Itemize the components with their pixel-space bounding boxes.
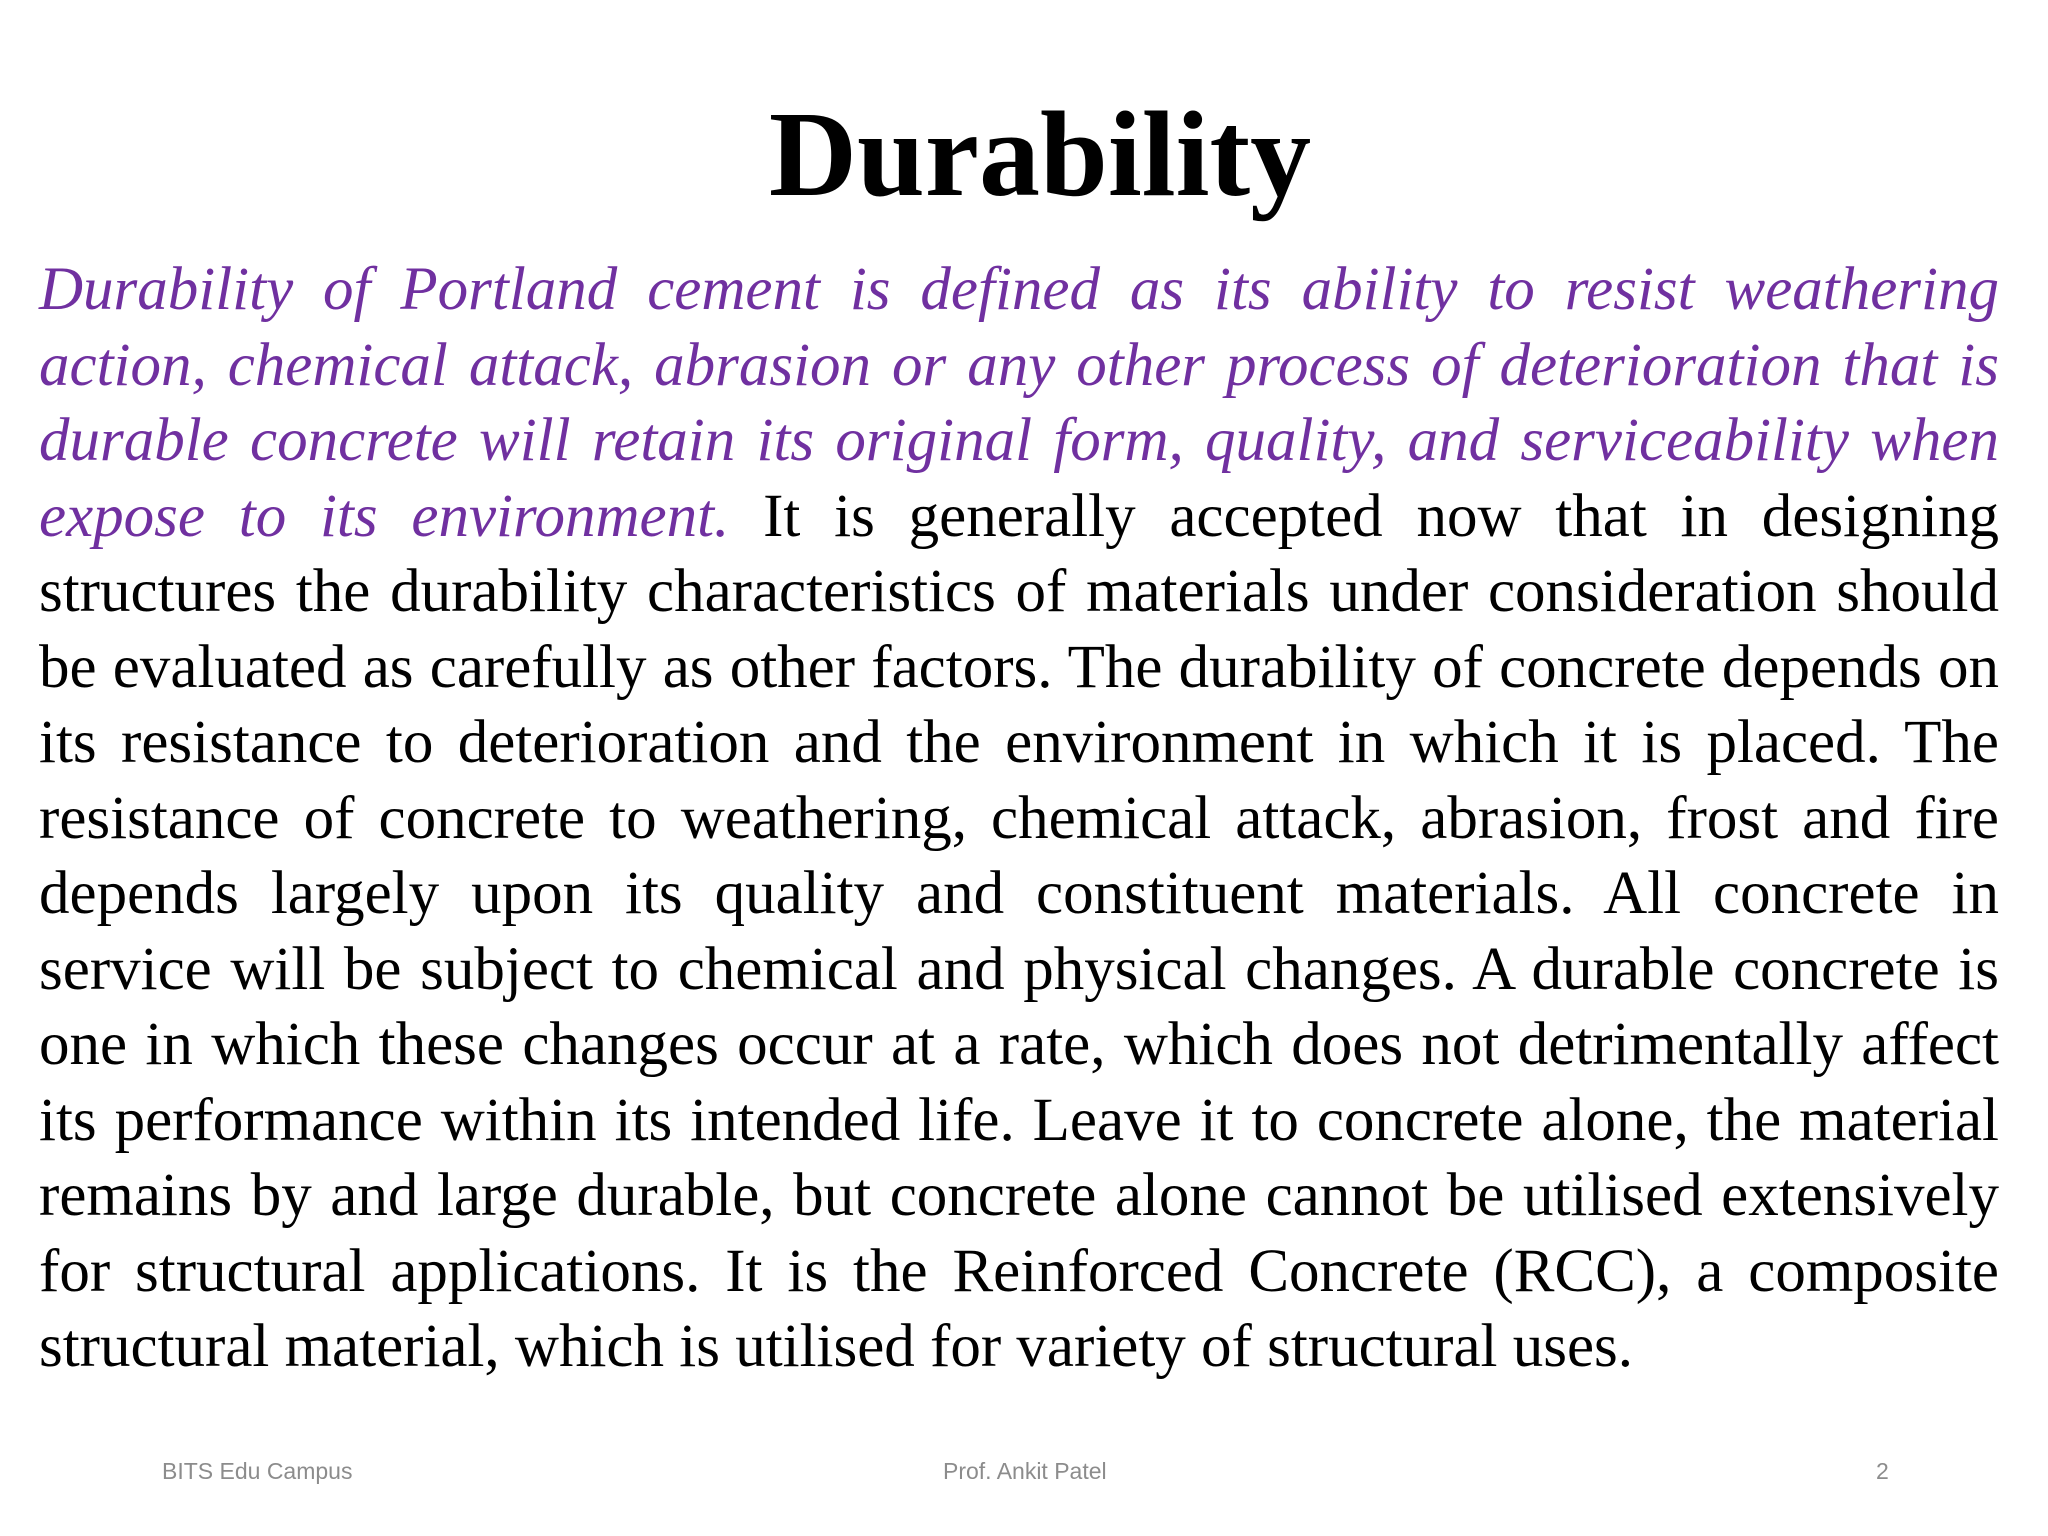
- footer-page-number: 2: [1876, 1458, 1889, 1484]
- footer-author: Prof. Ankit Patel: [943, 1458, 1107, 1484]
- body-paragraph: It is generally accepted now that in designing structures the durability characteristics of materials under consideration should be evaluated as carefully as other factors. The durability of concrete depends on its resistance to deterioration and the environment in which it is placed. The resistance of concrete to weathering, chemical attack, abrasion, frost and fire depends largely upon its quality and constituent materials. All concrete in service will be subject to chemical and physical changes. A durable concrete is one in which these changes occur at a rate, which does not detrimentally affect its performance within its intended life. Leave it to concrete alone, the material remains by and large durable, but concrete alone cannot be utilised extensively for structural applications. It is the Reinforced Concrete (RCC), a composite structural material, which is utilised for variety of structural uses.: [39, 482, 1999, 1380]
- slide-title: Durability: [768, 87, 1312, 222]
- slide-body: [39, 252, 1999, 1385]
- durability-definition: Durability of Portland cement is defined as its ability to resist weathering action, chemical attack, abrasion or any other process of deterioration that is durable concrete will retain its original form, quality, and serviceability when expose to its environment.: [39, 256, 1999, 550]
- footer-campus: BITS Edu Campus: [162, 1458, 353, 1484]
